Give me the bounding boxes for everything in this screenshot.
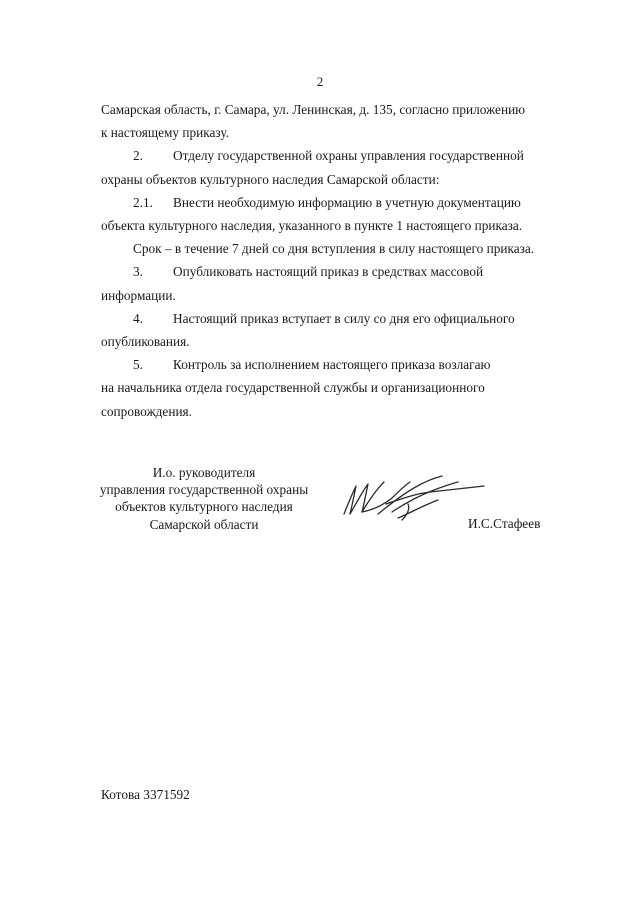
paragraph-3-number: 3. [133, 264, 143, 280]
paragraph-2-1-text: Внести необходимую информацию в учетную документацию [173, 194, 521, 210]
paragraph-2-number: 2. [133, 148, 143, 164]
signer-position [86, 464, 322, 533]
signer-position-line-3: объектов культурного наследия [115, 499, 293, 515]
paragraph-5-number: 5. [133, 357, 143, 373]
paragraph-2-1-number: 2.1. [133, 194, 153, 210]
paragraph-5-line-3: сопровождения. [101, 403, 192, 419]
paragraph-3-line-2: информации. [101, 287, 176, 303]
intro-line-1: Самарская область, г. Самара, ул. Ленинская, д. 135, согласно приложению [101, 102, 526, 117]
paragraph-2-1-line-2: объекта культурного наследия, указанного в пункте 1 настоящего приказа. [101, 218, 523, 234]
paragraph-2-line-2: охраны объектов культурного наследия Самарской области: [101, 171, 440, 187]
signer-position-line-4: Самарской области [149, 516, 259, 532]
paragraph-2-line-1 [101, 144, 542, 167]
signer-position-line-2: управления государственной охраны [99, 482, 309, 498]
paragraph-4-line-2: опубликования. [101, 334, 190, 350]
handwritten-signature [338, 470, 488, 530]
paragraph-4-number: 4. [133, 310, 143, 326]
paragraph-4-text: Настоящий приказ вступает в силу со дня его официального [173, 310, 515, 326]
paragraph-3-line-1 [101, 260, 542, 283]
paragraph-2-1-line-1 [101, 191, 542, 214]
order-body [101, 98, 542, 423]
intro-line-2: к настоящему приказу. [101, 125, 230, 141]
deadline-line: Срок – в течение 7 дней со дня вступления в силу настоящего приказа. [133, 241, 535, 257]
signer-name: И.С.Стафеев [468, 516, 541, 531]
page-number: 2 [316, 74, 324, 89]
executor-note: Котова 3371592 [101, 787, 190, 802]
paragraph-5-text: Контроль за исполнением настоящего приказа возлагаю [173, 357, 491, 373]
signer-position-line-1: И.о. руководителя [152, 465, 256, 480]
paragraph-3-text: Опубликовать настоящий приказ в средствах массовой [173, 264, 484, 280]
paragraph-2-text: Отделу государственной охраны управления государственной [173, 148, 524, 164]
paragraph-5-line-2: на начальника отдела государственной службы и организационного [101, 380, 485, 396]
paragraph-4-line-1 [101, 307, 542, 330]
paragraph-5-line-1 [101, 353, 542, 376]
